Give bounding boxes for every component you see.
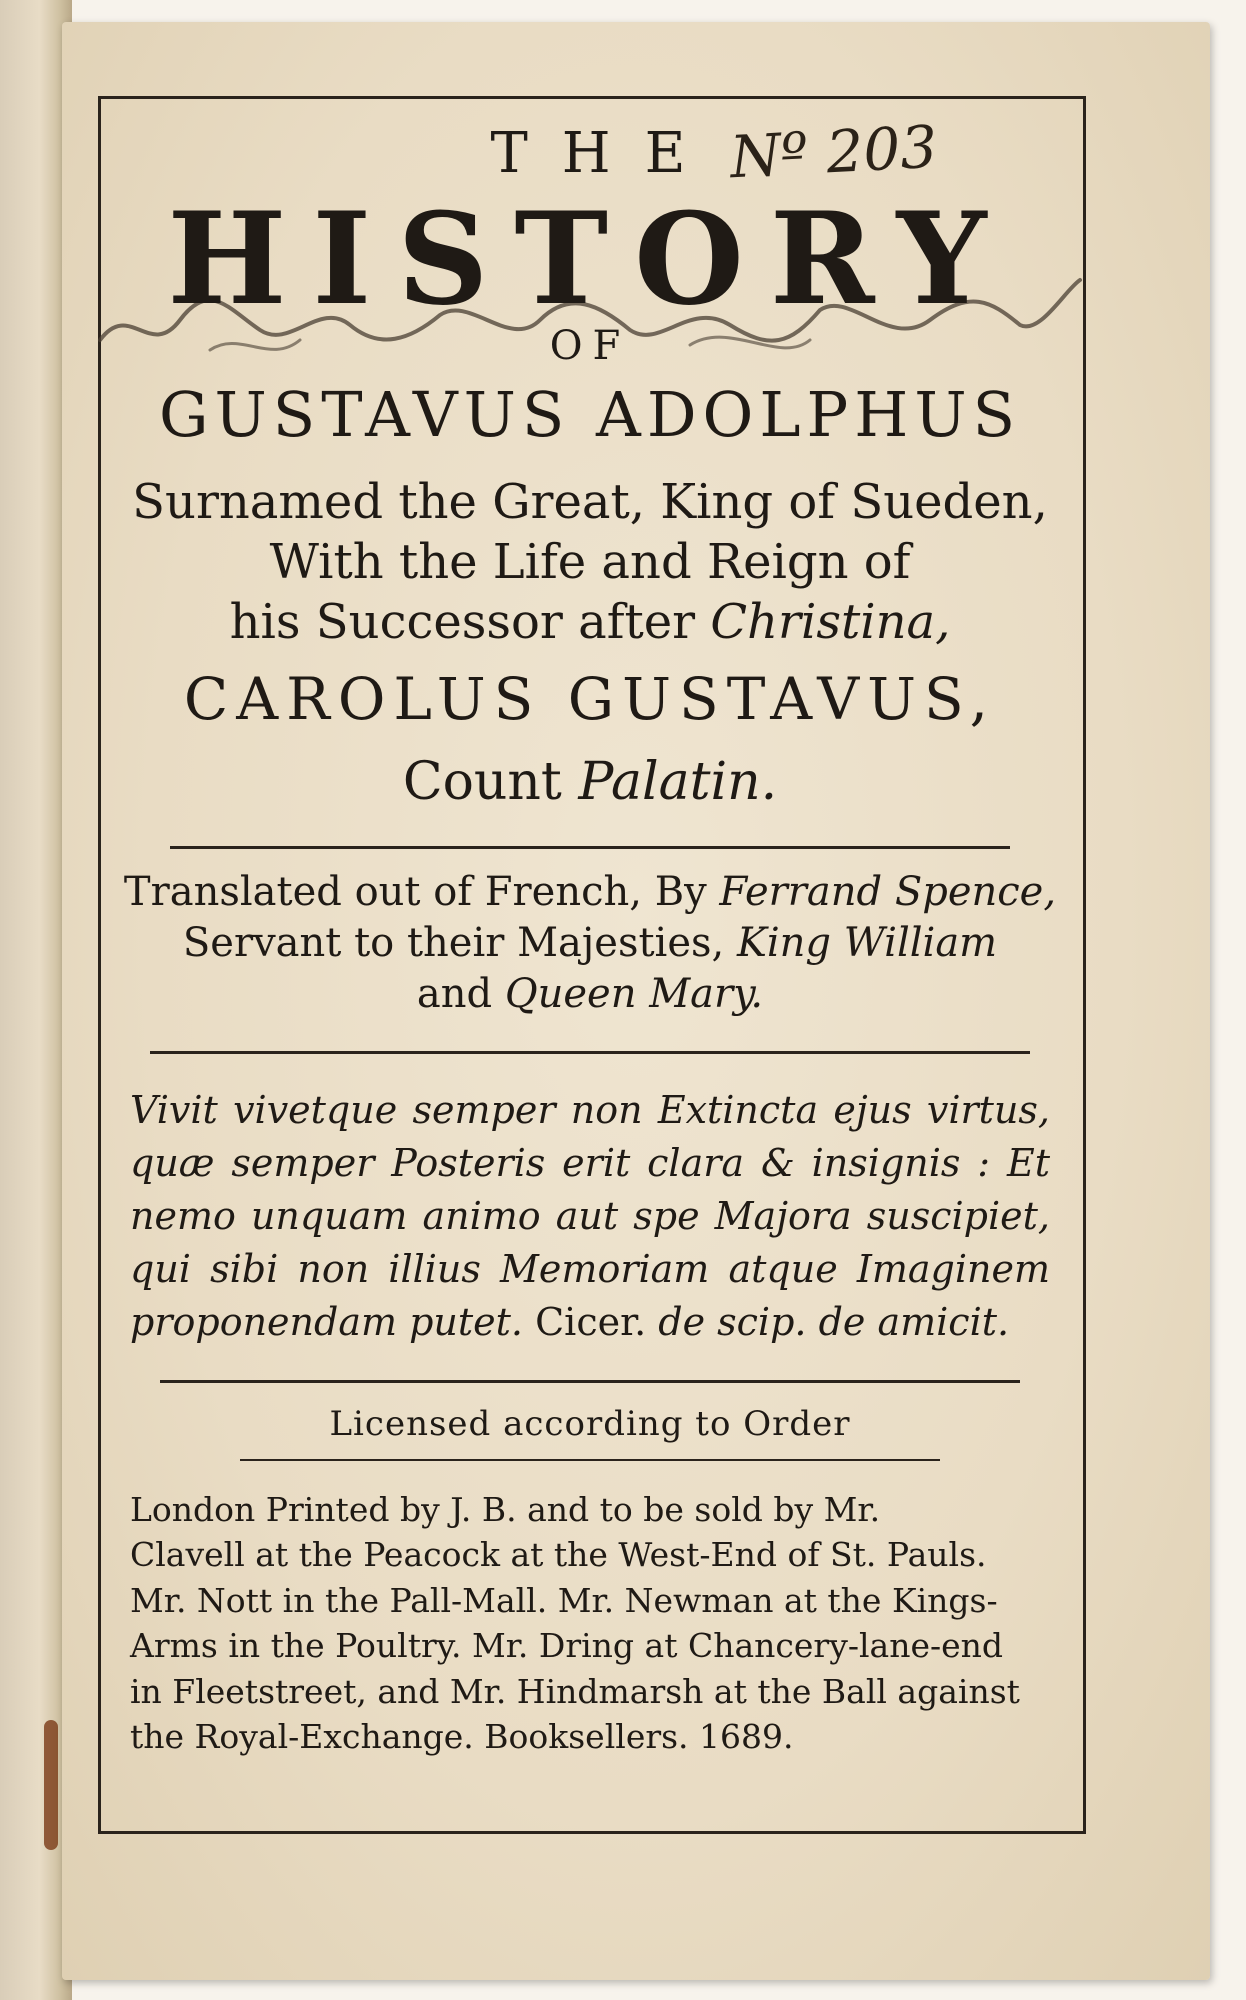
imprint-line-2: Clavell at the Peacock at the West-End of St. Pauls.	[130, 1535, 987, 1575]
divider-rule-1	[170, 846, 1010, 849]
subtitle-line-1: Surnamed the Great, King of Sueden,	[132, 474, 1048, 530]
title-of: OF	[549, 323, 631, 369]
latin-line-5-italic-2: de scip. de amicit.	[658, 1300, 1010, 1345]
imprint-line-1: London Printed by J. B. and to be sold by Mr.	[130, 1489, 881, 1529]
latin-line-1: Vivit vivetque semper non Extincta ejus virtus,	[130, 1087, 1050, 1132]
translator-line-3-italic: Queen Mary.	[504, 971, 764, 1018]
subtitle-line-3-italic: Christina,	[710, 594, 951, 650]
translator-line-2	[110, 918, 1070, 969]
imprint-line-3: Mr. Nott in the Pall-Mall. Mr. Newman at the Kings-	[130, 1580, 998, 1620]
latin-line-5-roman: Cicer.	[523, 1300, 659, 1345]
translator-line-1-italic: Ferrand Spence,	[719, 869, 1057, 915]
subtitle-line-3-roman: his Successor after	[229, 594, 711, 650]
latin-line-5	[130, 1296, 1050, 1349]
imprint-line-4: Arms in the Poultry. Mr. Dring at Chancery-lane-end	[130, 1626, 1004, 1666]
latin-line-2: quæ semper Posteris erit clara & insignis : Et	[130, 1140, 1050, 1185]
divider-rule-2	[150, 1051, 1030, 1054]
binding-mark	[44, 1720, 58, 1850]
handwritten-number: Nº 203	[728, 112, 939, 192]
imprint-block	[130, 1487, 1054, 1760]
title-the: THE	[490, 121, 720, 186]
title-history: HISTORY	[167, 185, 1013, 333]
license-line: Licensed according to Order	[329, 1403, 851, 1444]
translator-line-1-roman: Translated out of French, By	[123, 869, 720, 915]
translator-line-3	[110, 969, 1070, 1020]
translator-block	[110, 867, 1070, 1021]
latin-line-3: nemo unquam animo aut spe Majora suscipiet,	[130, 1193, 1050, 1238]
translator-line-3-roman: and	[416, 971, 505, 1018]
title-page-text	[110, 110, 1070, 1760]
latin-epigraph	[130, 1084, 1050, 1350]
successor-name: CAROLUS GUSTAVUS,	[183, 665, 997, 733]
count-roman: Count	[402, 752, 579, 812]
translator-line-2-italic: King William	[736, 920, 998, 967]
title-subject: GUSTAVUS ADOLPHUS	[158, 378, 1022, 451]
latin-line-4: qui sibi non illius Memoriam atque Imaginem	[130, 1247, 1050, 1292]
subtitle-line-2: With the Life and Reign of	[269, 534, 911, 590]
latin-line-5-italic: proponendam putet.	[130, 1300, 524, 1345]
imprint-line-6: the Royal-Exchange. Booksellers. 1689.	[130, 1717, 794, 1757]
divider-rule-3	[160, 1380, 1020, 1383]
subtitle-block	[110, 472, 1070, 652]
subtitle-line-3	[110, 592, 1070, 652]
translator-line-1	[110, 867, 1070, 918]
count-line	[110, 752, 1070, 812]
translator-line-2-roman: Servant to their Majesties,	[182, 920, 737, 967]
imprint-line-5: in Fleetstreet, and Mr. Hindmarsh at the Ball against	[130, 1671, 1020, 1711]
count-italic: Palatin.	[578, 752, 778, 812]
divider-rule-4	[240, 1459, 940, 1461]
